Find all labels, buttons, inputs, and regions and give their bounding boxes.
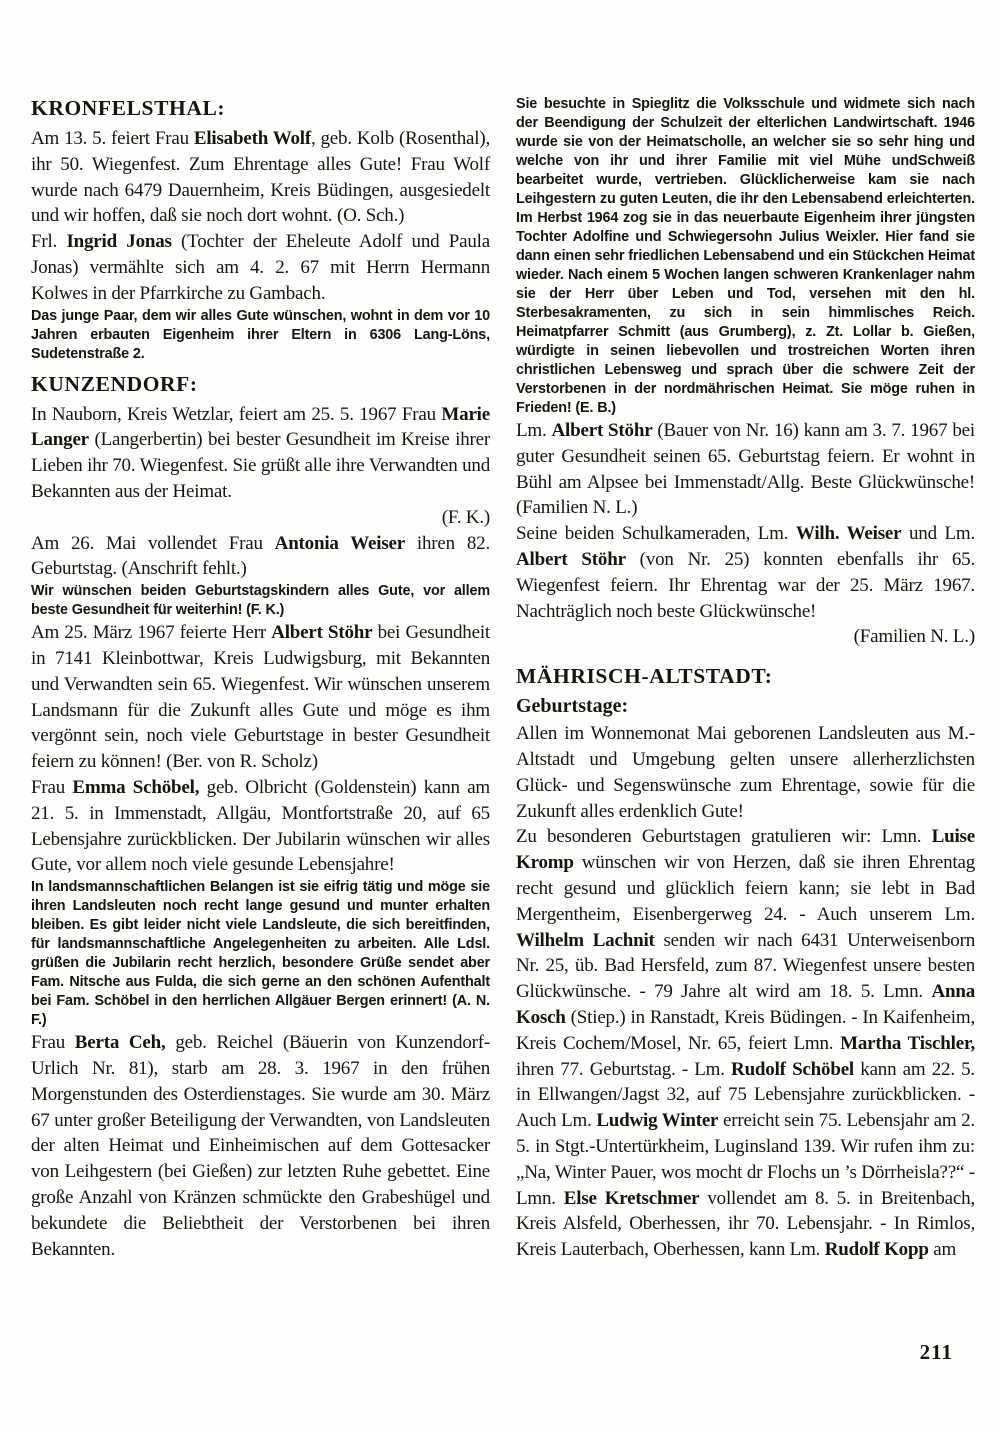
obituary-continuation: Sie besuchte in Spieglitz die Volksschule und widmete sich nach der Beendigung der Schulzeit der elterlichen Landwirtschaft. 1946 wurde sie von der Heimatscholle, an welcher sie so sehr hing und welche von ihr und ihrer Familie mit viel Mühe undSchweiß bearbeitet wurde, vertrieben. Glücklicherweise kam sie nach Leihgestern zu guten Leuten, die ihr den Lebensabend erleichterten. Im Herbst 1964 zog sie in das neuerbaute Eigenheim ihrer jüngsten Tochter Adolfine und Schwiegersohn Julius Weixler. Hier fand sie dann einen sehr friedlichen Lebensabend und ein Stückchen Heimat wieder. Nach einem 5 Wochen langen schweren Krankenlager nahm sie der Herr über Leben und Tod, versehen mit den hl. Sterbesakramenten, zu sich in sein himmlisches Reich. Heimatpfarrer Schmitt (aus Grumberg), z. Zt. Lollar b. Gießen, würdigte in seinen liebevollen und trostreichen Worten ihren christlichen Lebensweg und sprach über die schwere Zeit der Verstorbenen in der nordmährischen Heimat. Sie möge ruhen in Frieden! (E. B.) [516, 96, 975, 416]
page-number: 211 [919, 1340, 953, 1364]
para-berta-ceh: Frau Berta Ceh, geb. Reichel (Bäuerin von Kunzendorf-Urlich Nr. 81), starb am 28. 3. 1967 in den frühen Morgenstunden des Osterdienstages. Sie wurde am 30. März 67 unter großer Beteiligung der Verwandten, von Landsleuten der alten Heimat und Einheimischen auf dem Gottesacker von Leihgestern (bei Gießen) zur letzten Ruhe gebettet. Eine große Anzahl von Kränzen schmückte den Grabeshügel und bekundete die Beliebtheit der Verstorbenen bei ihren Bekannten. [31, 1032, 490, 1260]
note-landsmannschaft: In landsmannschaftlichen Belangen ist sie eifrig tätig und möge sie ihren Landsleuten noch recht lange gesund und munter erhalten bleiben. Es gibt leider nicht viele Landsleute, die sich bereitfinden, für landsmannschaftliche Angelegenheiten zu arbeiten. Alle Ldsl. grüßen die Jubilarin recht herzlich, besondere Grüße sendet aber Fam. Nitsche aus Fulda, die sich gerne an den schönen Aufenthalt bei Fam. Schöbel in den herrlichen Allgäuer Bergen erinnert! (A. N. F.) [31, 879, 490, 1029]
left-column [31, 95, 490, 1262]
signature-fk: (F. K.) [441, 506, 490, 528]
section-header-maehrisch-altstadt: MÄHRISCH-ALTSTADT: [516, 664, 773, 689]
para-wonnemonat-mai: Allen im Wonnemonat Mai geborenen Landsleuten aus M.-Altstadt und Umgebung gelten unsere allerherzlichsten Glück- und Segenswünsche zum Ehrentage, sowie für die Zukunft alles erdenklich Gute! [516, 723, 975, 822]
note-geburtstagskinder: Wir wünschen beiden Geburtstagskindern alles Gute, vor allem beste Gesundheit für weiterhin! (F. K.) [31, 583, 490, 619]
para-geburtstagsliste: Zu besonderen Geburtstagen gratulieren wir: Lmn. Luise Kromp wünschen wir von Herzen, daß sie ihren Ehrentag recht gesund und glücklich feiern kann; sie lebt in Bad Mergentheim, Eisenbergerweg 24. - Auch unserem Lm. Wilhelm Lachnit senden wir nach 6431 Unterweisenborn Nr. 25, üb. Bad Hersfeld, zum 87. Wiegenfest unsere besten Glückwünsche. - 79 Jahre alt wird am 18. 5. Lmn. Anna Kosch (Stiep.) in Ranstadt, Kreis Büdingen. - In Kaifenheim, Kreis Cochem/Mosel, Nr. 65, feiert Lmn. Martha Tischler, ihren 77. Geburtstag. - Lm. Rudolf Schöbel kann am 22. 5. in Ellwangen/Jagst 32, auf 75 Lebensjahre zurückblicken. - Auch Lm. Ludwig Winter erreicht sein 75. Lebensjahr am 2. 5. in Stgt.-Untertürkheim, Luginsland 139. Wir rufen ihm zu: „Na, Winter Pauer, wos mocht dr Flochs un ’s Dörrheisla??“ - Lmn. Else Kretschmer vollendet am 8. 5. in Breitenbach, Kreis Alsfeld, Oberhessen, ihr 70. Lebensjahr. - In Rimlos, Kreis Lauterbach, Oberhessen, kann Lm. Rudolf Kopp am [516, 826, 975, 1261]
para-ingrid-jonas: Frl. Ingrid Jonas (Tochter der Eheleute Adolf und Paula Jonas) vermählte sich am 4. 2. 67 mit Herrn Hermann Kolwes in der Pfarrkirche zu Gambach. [31, 231, 490, 304]
para-albert-stoehr: Am 25. März 1967 feierte Herr Albert Stöhr bei Gesundheit in 7141 Kleinbottwar, Kreis Ludwigsburg, mit Bekannten und Verwandten sein 65. Wiegenfest. Wir wünschen unserem Landsmann für die Zukunft alles Gute und möge es ihm vergönnt sein, noch viele Geburtstage in bester Gesundheit feiern zu können! (Ber. von R. Scholz) [31, 622, 490, 773]
para-marie-langer: In Nauborn, Kreis Wetzlar, feiert am 25. 5. 1967 Frau Marie Langer (Langerbertin) bei bester Gesundheit im Kreise ihrer Lieben ihr 70. Wiegenfest. Sie grüßt alle ihre Verwandten und Bekannten aus der Heimat. [31, 403, 490, 502]
para-albert-stoehr-16: Lm. Albert Stöhr (Bauer von Nr. 16) kann am 3. 7. 1967 bei guter Gesundheit seinen 65. Geburtstag feiern. Er wohnt in Bühl am Alpsee bei Immenstadt/Allg. Beste Glückwünsche! (Familien N. L.) [516, 420, 975, 519]
para-schulkameraden: Seine beiden Schulkameraden, Lm. Wilh. Weiser und Lm. Albert Stöhr (von Nr. 25) konnten ebenfalls ihr 65. Wiegenfest feiern. Ihr Ehrentag war der 25. März 1967. Nachträglich noch beste Glückwünsche! [516, 523, 975, 622]
para-emma-schoebel: Frau Emma Schöbel, geb. Olbricht (Goldenstein) kann am 21. 5. in Immenstadt, Allgäu, Montfortstraße 20, auf 65 Lebensjahre zurückblicken. Der Jubilarin wünschen wir alles Gute, vor allem noch viele gesunde Lebensjahre! [31, 776, 491, 876]
section-header-kunzendorf: KUNZENDORF: [31, 371, 198, 396]
para-elisabeth-wolf: Am 13. 5. feiert Frau Elisabeth Wolf, geb. Kolb (Rosenthal), ihr 50. Wiegenfest. Zum Ehrentage alles Gute! Frau Wolf wurde nach 6479 Dauernheim, Kreis Büdingen, ausgesiedelt und wir hoffen, daß sie noch dort wohnt. (O. Sch.) [31, 128, 491, 227]
right-column [516, 95, 975, 1263]
subheader-geburtstage: Geburtstage: [516, 695, 629, 718]
section-header-kronfelsthal: KRONFELSTHAL: [31, 96, 226, 120]
signature-familien-nl: (Familien N. L.) [853, 626, 975, 648]
note-junges-paar: Das junge Paar, dem wir alles Gute wünschen, wohnt in dem vor 10 Jahren erbauten Eigenheim ihrer Eltern in 6306 Lang-Löns, Sudetenstraße 2. [31, 307, 490, 362]
para-antonia-weiser: Am 26. Mai vollendet Frau Antonia Weiser ihren 82. Geburtstag. (Anschrift fehlt.) [31, 532, 490, 580]
